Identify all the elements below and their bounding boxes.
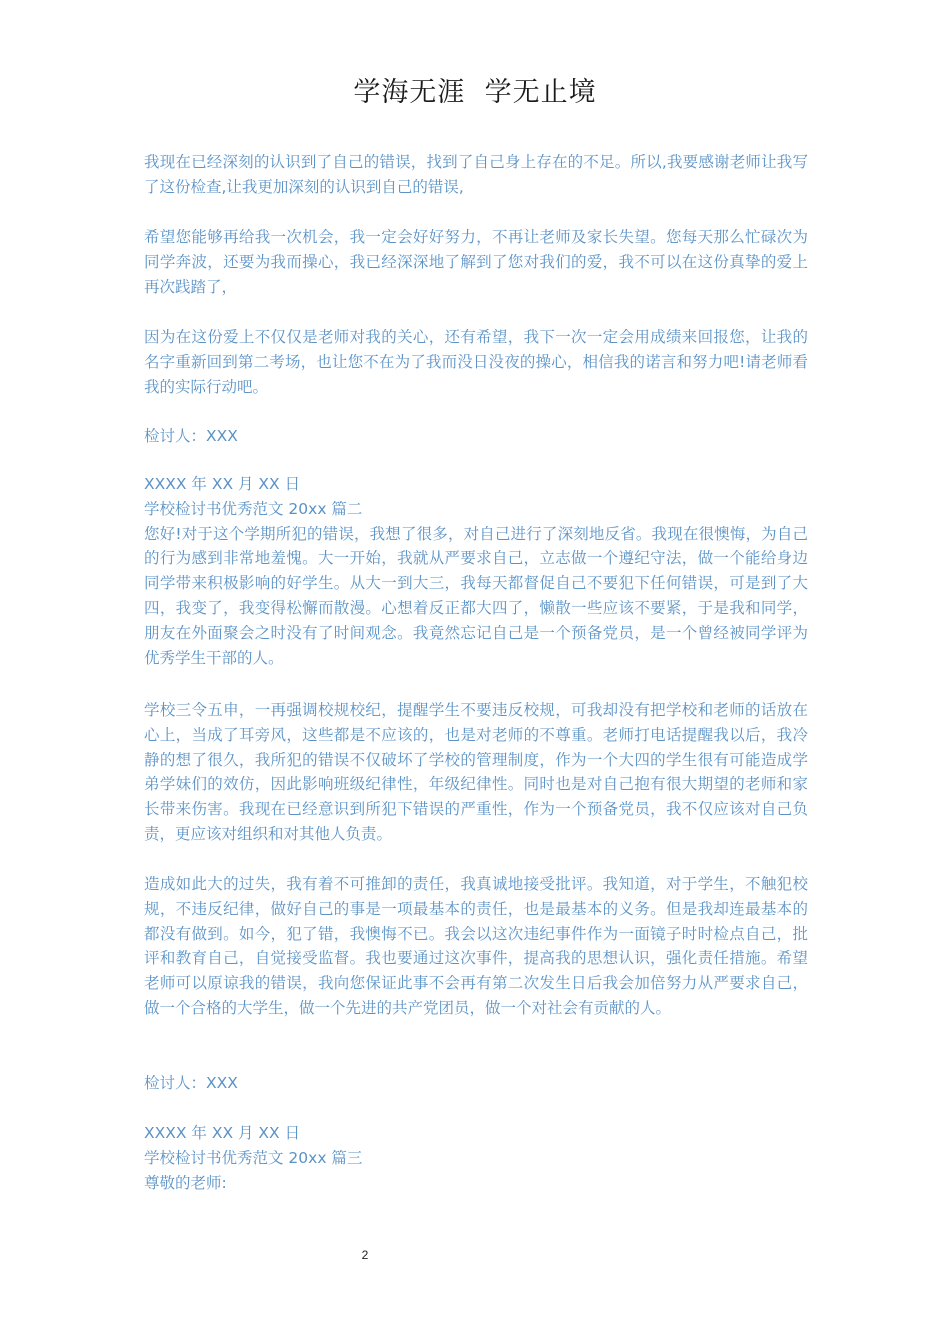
paragraph-3 xyxy=(144,325,808,399)
signer-text: 检讨人：XXX xyxy=(144,427,238,445)
paragraph-text: 造成如此大的过失，我有着不可推卸的责任，我真诚地接受批评。我知道，对于学生，不触犯校规，不违反纪律，做好自己的事是一项最基本的责任，也是最基本的义务。但是我却连最基本的都没有做到。如今，犯了错，我懊悔不已。我会以这次违纪事件作为一面镜子时时检点自己，批评和教育自己，自觉接受监督。我也要通过这次事件，提高我的思想认识，强化责任措施。希望老师可以原谅我的错误，我向您保证此事不会再有第二次发生日后我会加倍努力从严要求自己，做一个合格的大学生，做一个先进的共产党团员，做一个对社会有贡献的人。 xyxy=(144,875,808,1017)
paragraph-text: 希望您能够再给我一次机会，我一定会好好努力，不再让老师及家长失望。您每天那么忙碌次为同学奔波，还要为我而操心，我已经深深地了解到了您对我们的爱，我不可以在这份真挚的爱上再次践踏了， xyxy=(144,228,808,296)
paragraph-text: 您好!对于这个学期所犯的错误，我想了很多，对自己进行了深刻地反省。我现在很懊悔，为自己的行为感到非常地羞愧。大一开始，我就从严要求自己，立志做一个遵纪守法，做一个能给身边同学带来积极影响的好学生。从大一到大三，我每天都督促自己不要犯下任何错误，可是到了大四，我变了，我变得松懈而散漫。心想着反正都大四了，懒散一些应该不要紧，于是我和同学，朋友在外面聚会之时没有了时间观念。我竟然忘记自己是一个预备党员，是一个曾经被同学评为优秀学生干部的人。 xyxy=(144,524,808,667)
date-line: XXXX 年 XX 月 XX 日 xyxy=(144,475,301,493)
page-title: 学海无涯 学无止境 xyxy=(353,77,597,108)
page-number: 2 xyxy=(361,1248,369,1262)
paragraph-school-rules xyxy=(144,698,808,847)
paragraph-1 xyxy=(144,150,808,200)
signer-text: 检讨人：XXX xyxy=(144,1074,238,1092)
paragraph-text: 因为在这份爱上不仅仅是老师对我的关心，还有希望，我下一次一定会用成绩来回报您，让我的名字重新回到第二考场，也让您不在为了我而没日没夜的操心，相信我的诺言和努力吧!请老师看我的实际行动吧。 xyxy=(144,328,808,396)
section-three-block xyxy=(144,1121,808,1195)
signer-line-1 xyxy=(144,424,808,449)
signer-line-2 xyxy=(144,1071,808,1096)
date-line: XXXX 年 XX 月 XX 日 xyxy=(144,1124,301,1142)
section-heading: 学校检讨书优秀范文 20xx 篇二 xyxy=(144,499,363,518)
paragraph-2 xyxy=(144,225,808,299)
section-two-block xyxy=(144,472,808,670)
paragraph-text: 学校三令五申，一再强调校规校纪，提醒学生不要违反校规，可我却没有把学校和老师的话放在心上，当成了耳旁风，这些都是不应该的，也是对老师的不尊重。老师打电话提醒我以后，我冷静的想了很久，我所犯的错误不仅破坏了学校的管理制度，作为一个大四的学生很有可能造成学弟学妹们的效仿，因此影响班级纪律性，年级纪律性。同时也是对自己抱有很大期望的老师和家长带来伤害。我现在已经意识到所犯下错误的严重性，作为一个预备党员，我不仅应该对自己负责，更应该对组织和对其他人负责。 xyxy=(144,701,808,843)
paragraph-responsibility xyxy=(144,872,808,1021)
paragraph-text: 我现在已经深刻的认识到了自己的错误，找到了自己身上存在的不足。所以,我要感谢老师让我写了这份检查,让我更加深刻的认识到自己的错误, xyxy=(144,153,808,196)
section-heading: 学校检讨书优秀范文 20xx 篇三 xyxy=(144,1148,363,1167)
salutation: 尊敬的老师: xyxy=(144,1173,227,1192)
